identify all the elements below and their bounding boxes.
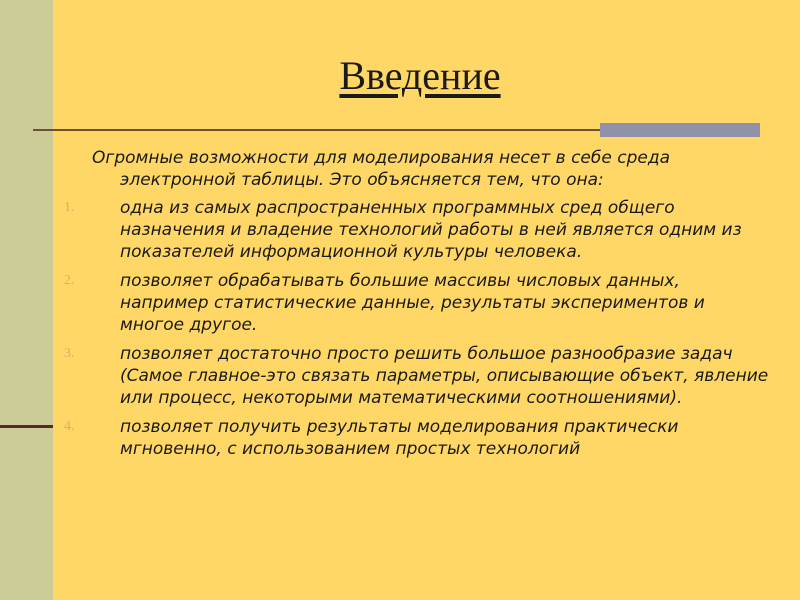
list-item-text: позволяет получить результаты моделирования практически мгновенно, с использованием простых технологий <box>120 417 679 459</box>
list-item <box>64 343 772 409</box>
list-marker: 1. <box>64 200 75 215</box>
list-item <box>64 416 772 460</box>
list-item <box>64 197 772 263</box>
list-item-text: позволяет обрабатывать большие массивы числовых данных, например статистические данные, результаты экспериментов и многое другое. <box>120 271 705 335</box>
left-band-divider <box>0 425 53 428</box>
title-divider-accent <box>600 123 760 137</box>
list-item <box>64 270 772 336</box>
slide-body <box>64 147 772 467</box>
list-marker: 4. <box>64 419 75 434</box>
intro-paragraph: Огромные возможности для моделирования несет в себе среда электронной таблицы. Это объясняется тем, что она: <box>92 148 670 190</box>
list-item-text: одна из самых распространенных программных сред общего назначения и владение технологий работы в ней является одним из показателей информационной культуры человека. <box>120 198 742 262</box>
list-item-text: позволяет достаточно просто решить большое разнообразие задач (Самое главное-это связать параметры, описывающие объект, явление или процесс, некоторыми математическими соотношениями). <box>120 344 769 408</box>
numbered-list <box>64 197 772 460</box>
list-marker: 2. <box>64 273 75 288</box>
slide-title: Введение <box>339 53 501 98</box>
list-marker: 3. <box>64 346 75 361</box>
